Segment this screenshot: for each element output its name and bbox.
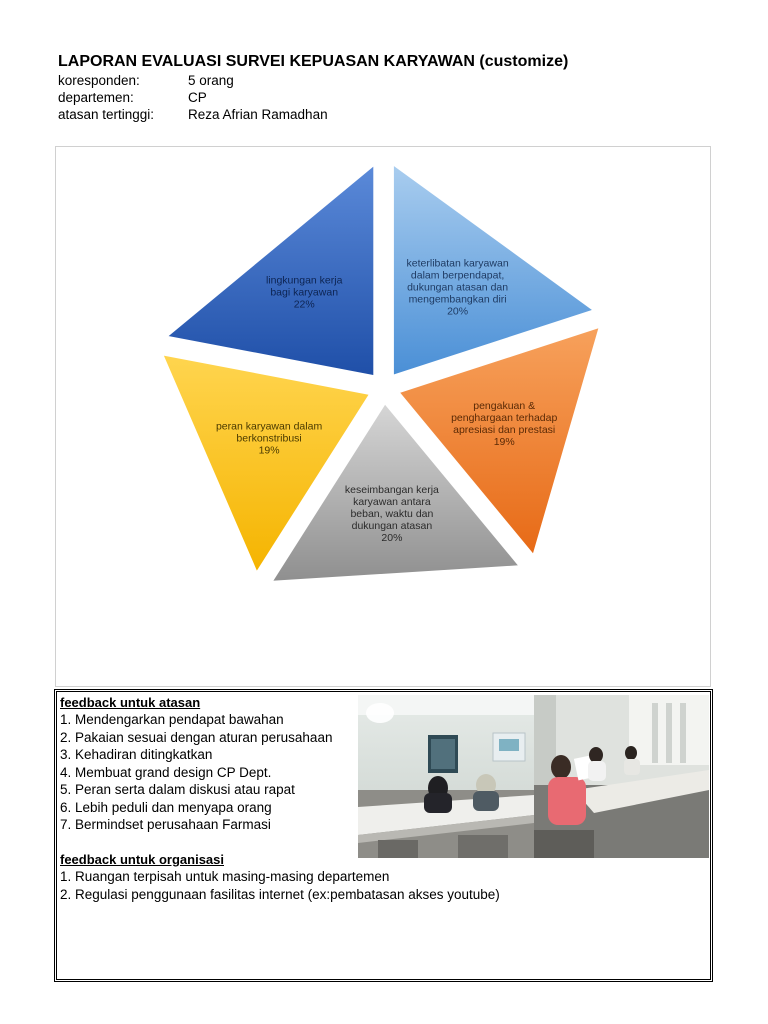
slice-percent-label: 19% [493, 435, 515, 448]
meta-label: departemen: [58, 90, 134, 105]
slice-percent-label: 20% [381, 532, 403, 544]
feedback-organisasi-item: 1. Ruangan terpisah untuk masing-masing departemen [60, 869, 390, 884]
feedback-organisasi-item: 2. Regulasi penggunaan fasilitas internet (ex:pembatasan akses youtube) [60, 887, 500, 902]
meta-respondents [58, 73, 234, 88]
feedback-atasan-item: 2. Pakaian sesuai dengan aturan perusahaan [60, 730, 333, 745]
meeting-photo-right [534, 695, 709, 858]
meta-label: koresponden: [58, 73, 140, 88]
meta-label: atasan tertinggi: [58, 107, 155, 122]
slice-label: karyawan antara [353, 496, 431, 508]
meta-supervisor [58, 107, 328, 122]
pie-chart-panel [55, 146, 711, 687]
feedback-atasan-item: 4. Membuat grand design CP Dept. [60, 765, 272, 780]
feedback-atasan-item: 5. Peran serta dalam diskusi atau rapat [60, 782, 295, 797]
feedback-atasan-item: 3. Kehadiran ditingkatkan [60, 747, 213, 762]
slice-label: dukungan atasan dan [407, 281, 509, 294]
feedback-panel [54, 689, 713, 982]
slice-label: berkonstribusi [236, 432, 302, 445]
slice-label: dalam berpendapat, [410, 269, 505, 282]
slice-label: bagi karyawan [270, 286, 339, 299]
slice-label: peran karyawan dalam [215, 420, 323, 433]
feedback-organisasi-heading: feedback untuk organisasi [60, 852, 224, 867]
feedback-atasan-item: 6. Lebih peduli dan menyapa orang [60, 800, 272, 815]
slice-label: apresiasi dan prestasi [453, 423, 556, 436]
slice-percent-label: 20% [447, 305, 469, 318]
feedback-atasan-item: 1. Mendengarkan pendapat bawahan [60, 712, 284, 727]
meta-department [58, 90, 207, 105]
slice-label: dukungan atasan [351, 520, 433, 532]
meta-value: CP [188, 90, 207, 105]
slice-label: lingkungan kerja [265, 274, 343, 287]
feedback-atasan-item: 7. Bermindset perusahaan Farmasi [60, 817, 271, 832]
slice-label: keseimbangan kerja [344, 484, 439, 496]
slice-percent-label: 22% [293, 298, 315, 311]
slice-label: penghargaan terhadap [451, 411, 558, 424]
meeting-photo-left [358, 695, 534, 858]
slice-percent-label: 19% [258, 444, 280, 457]
slice-label: mengembangkan diri [408, 293, 507, 306]
meta-value: 5 orang [188, 73, 234, 88]
slice-label: keterlibatan karyawan [406, 257, 509, 270]
slice-label: pengakuan & [473, 399, 536, 412]
pie-slice [168, 166, 374, 376]
slice-label: beban, waktu dan [350, 508, 434, 520]
feedback-atasan-heading: feedback untuk atasan [60, 695, 201, 710]
report-title: LAPORAN EVALUASI SURVEI KEPUASAN KARYAWAN (customize) [58, 53, 569, 70]
meta-value: Reza Afrian Ramadhan [188, 107, 328, 122]
pie-chart [56, 147, 710, 686]
